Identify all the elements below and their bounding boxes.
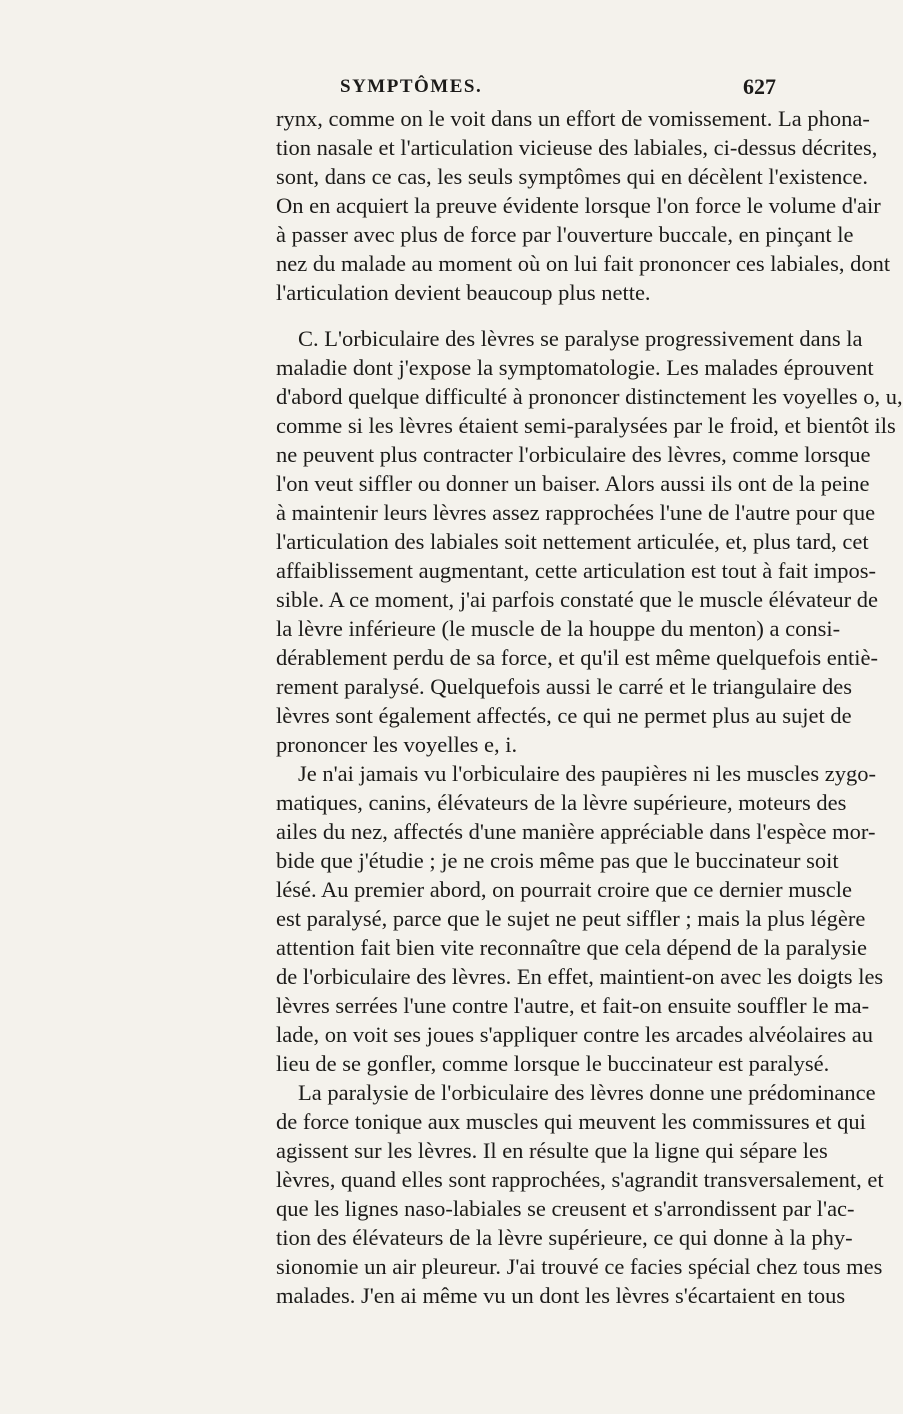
text-line: sont, dans ce cas, les seuls symptômes qui en décèlent l'existence. <box>276 164 869 189</box>
text-line: Je n'ai jamais vu l'orbiculaire des paupières ni les muscles zygo- <box>298 761 876 786</box>
text-line: l'articulation devient beaucoup plus nette. <box>276 280 651 305</box>
text-line: ne peuvent plus contracter l'orbiculaire des lèvres, comme lorsque <box>276 442 871 467</box>
text-line: dérablement perdu de sa force, et qu'il est même quelquefois entiè- <box>276 645 878 670</box>
text-line: la lèvre inférieure (le muscle de la houppe du menton) a consi- <box>276 616 841 641</box>
page-number: 627 <box>743 74 776 99</box>
text-line: matiques, canins, élévateurs de la lèvre supérieure, moteurs des <box>276 790 847 815</box>
running-head: SYMPTÔMES. <box>340 76 483 97</box>
text-line: malades. J'en ai même vu un dont les lèvres s'écartaient en tous <box>276 1283 846 1308</box>
text-line: affaiblissement augmentant, cette articulation est tout à fait impos- <box>276 558 877 583</box>
text-line: bide que j'étudie ; je ne crois même pas que le buccinateur soit <box>276 848 839 873</box>
text-line: nez du malade au moment où on lui fait prononcer ces labiales, dont <box>276 251 891 276</box>
text-line: de force tonique aux muscles qui meuvent les commissures et qui <box>276 1109 866 1134</box>
text-line: sionomie un air pleureur. J'ai trouvé ce facies spécial chez tous mes <box>276 1254 883 1279</box>
text-line: La paralysie de l'orbiculaire des lèvres donne une prédominance <box>298 1080 876 1105</box>
text-line: C. L'orbiculaire des lèvres se paralyse progressivement dans la <box>298 326 863 351</box>
text-line: de l'orbiculaire des lèvres. En effet, maintient-on avec les doigts les <box>276 964 884 989</box>
text-line: agissent sur les lèvres. Il en résulte que la ligne qui sépare les <box>276 1138 828 1163</box>
text-line: lèvres, quand elles sont rapprochées, s'agrandit transversalement, et <box>276 1167 884 1192</box>
text-line: à maintenir leurs lèvres assez rapprochées l'une de l'autre pour que <box>276 500 876 525</box>
text-line: rynx, comme on le voit dans un effort de vomissement. La phona- <box>276 106 870 131</box>
text-line: attention fait bien vite reconnaître que cela dépend de la paralysie <box>276 935 867 960</box>
page-header <box>0 74 800 104</box>
text-line: lésé. Au premier abord, on pourrait croire que ce dernier muscle <box>276 877 853 902</box>
text-line: ailes du nez, affectés d'une manière appréciable dans l'espèce mor- <box>276 819 876 844</box>
text-line: rement paralysé. Quelquefois aussi le carré et le triangulaire des <box>276 674 853 699</box>
text-line: l'articulation des labiales soit nettement articulée, et, plus tard, cet <box>276 529 869 554</box>
text-line: lieu de se gonfler, comme lorsque le buccinateur est paralysé. <box>276 1051 830 1076</box>
text-line: lèvres serrées l'une contre l'autre, et fait-on ensuite souffler le ma- <box>276 993 870 1018</box>
text-line: tion nasale et l'articulation vicieuse des labiales, ci-dessus décrites, <box>276 135 878 160</box>
text-line: tion des élévateurs de la lèvre supérieure, ce qui donne à la phy- <box>276 1225 853 1250</box>
text-line: que les lignes naso-labiales se creusent et s'arrondissent par l'ac- <box>276 1196 855 1221</box>
text-line: prononcer les voyelles e, i. <box>276 732 518 757</box>
text-line: l'on veut siffler ou donner un baiser. Alors aussi ils ont de la peine <box>276 471 870 496</box>
text-line: lade, on voit ses joues s'appliquer contre les arcades alvéolaires au <box>276 1022 873 1047</box>
text-line: à passer avec plus de force par l'ouverture buccale, en pinçant le <box>276 222 854 247</box>
text-line: On en acquiert la preuve évidente lorsque l'on force le volume d'air <box>276 193 881 218</box>
text-line: maladie dont j'expose la symptomatologie. Les malades éprouvent <box>276 355 874 380</box>
text-line: d'abord quelque difficulté à prononcer distinctement les voyelles o, u, <box>276 384 903 409</box>
text-line: comme si les lèvres étaient semi-paralysées par le froid, et bientôt ils <box>276 413 896 438</box>
text-line: lèvres sont également affectés, ce qui ne permet plus au sujet de <box>276 703 852 728</box>
text-line: sible. A ce moment, j'ai parfois constaté que le muscle élévateur de <box>276 587 878 612</box>
text-line: est paralysé, parce que le sujet ne peut siffler ; mais la plus légère <box>276 906 866 931</box>
